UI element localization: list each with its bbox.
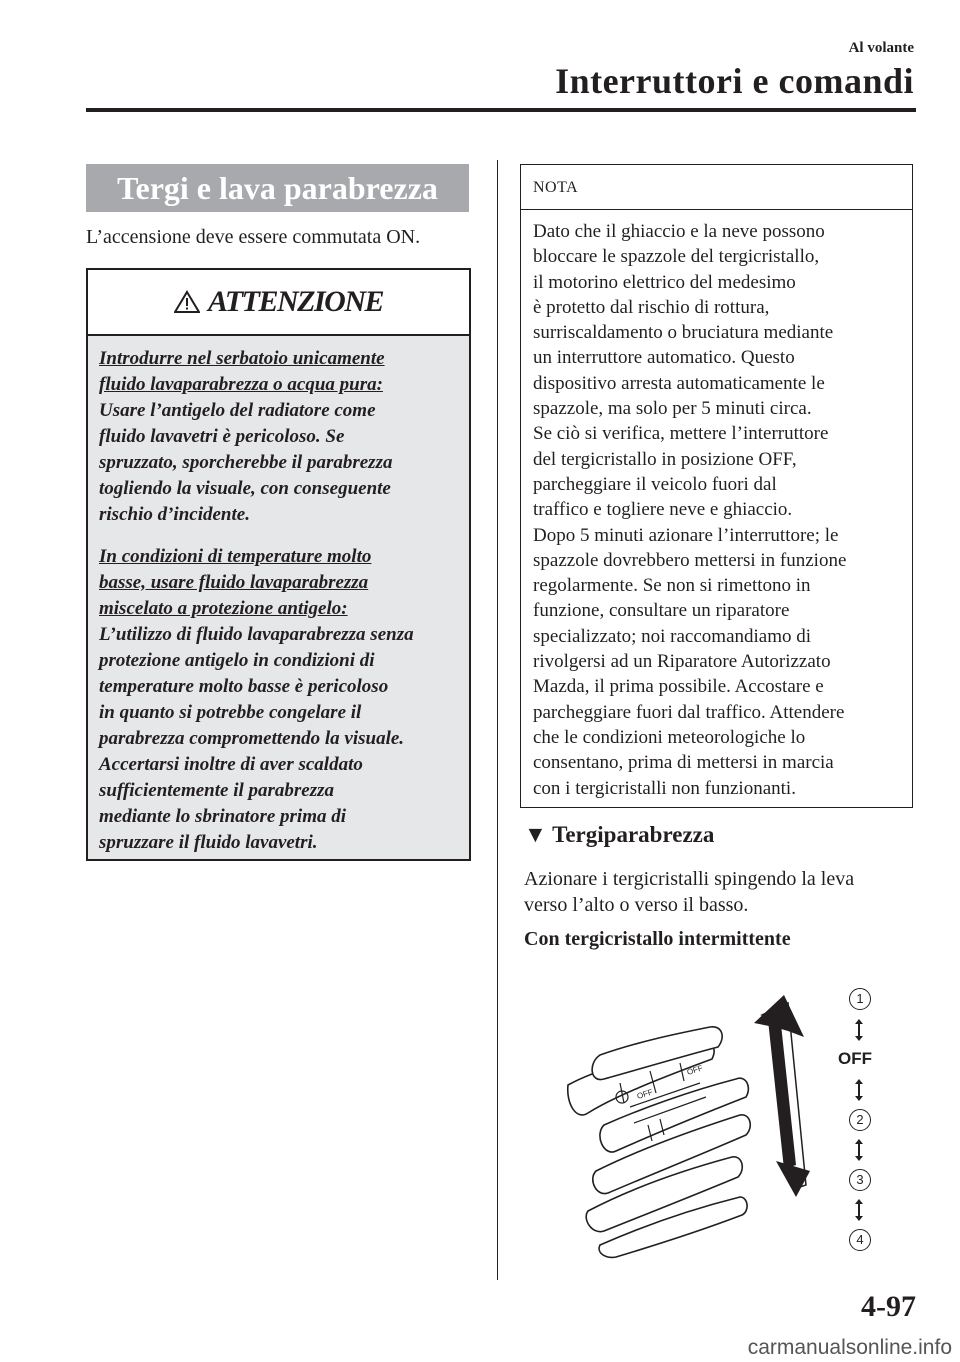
header-rule: [86, 108, 916, 112]
note-label: NOTA: [521, 165, 912, 210]
watermark: carmanualsonline.info: [747, 1336, 952, 1359]
note-line: parcheggiare il veicolo fuori dal: [533, 473, 777, 495]
lever-off-label: OFF: [685, 1063, 704, 1077]
note-line: Dato che il ghiaccio e la neve possono: [533, 221, 825, 242]
note-line: rivolgersi ad un Riparatore Autorizzato: [533, 651, 831, 673]
warning-label: ATTENZIONE: [207, 285, 384, 318]
note-line: un interruttore automatico. Questo: [533, 347, 795, 369]
warning-heading-line: In condizioni di temperature molto: [99, 546, 372, 567]
note-line: Dopo 5 minuti azionare l’interruttore; le: [533, 524, 839, 546]
warning-heading-line: miscelato a protezione antigelo:: [99, 598, 348, 619]
figure-caption: Con tergicristallo intermittente: [524, 928, 791, 950]
subsection-heading: [524, 822, 714, 848]
column-divider: [497, 160, 498, 1280]
warning-box: [86, 268, 471, 861]
page-title: Interruttori e comandi: [555, 61, 914, 101]
note-line: Se ciò si verifica, mettere l’interruttore: [533, 423, 829, 445]
subsection-title: Tergiparabrezza: [552, 822, 715, 847]
chapter-label: Al volante: [848, 40, 914, 56]
warning-line: Accertarsi inoltre di aver scaldato: [99, 754, 363, 775]
note-line: dispositivo arresta automaticamente le: [533, 372, 825, 394]
body-paragraph: [524, 866, 854, 918]
warning-line: spruzzare il fluido lavavetri.: [99, 832, 318, 853]
updown-arrow-icon: [852, 1019, 866, 1041]
warning-heading-line: basse, usare fluido lavaparabrezza: [99, 572, 369, 593]
position-off-label: OFF: [838, 1049, 872, 1068]
warning-line: sufficientemente il parabrezza: [99, 780, 335, 801]
note-line: Mazda, il prima possibile. Accostare e: [533, 676, 824, 698]
position-1-marker: 1: [849, 988, 871, 1010]
warning-line: parabrezza compromettendo la visuale.: [99, 728, 405, 749]
warning-triangle-icon: [174, 290, 200, 314]
note-text: [533, 219, 906, 801]
note-line: bloccare le spazzole del tergicristallo,: [533, 246, 820, 268]
updown-arrow-icon: [852, 1139, 866, 1161]
warning-line: temperature molto basse è pericoloso: [99, 676, 389, 697]
note-box: [520, 164, 913, 808]
note-line: parcheggiare fuori dal traffico. Attendere: [533, 701, 845, 723]
warning-line: L’utilizzo di fluido lavaparabrezza senza: [99, 624, 414, 645]
section-banner: Tergi e lava parabrezza: [86, 164, 469, 212]
position-2-marker: 2: [849, 1109, 871, 1131]
note-line: spazzole, ma solo per 5 minuti circa.: [533, 398, 812, 420]
note-line: traffico e togliere neve e ghiaccio.: [533, 499, 793, 521]
position-4-marker: 4: [849, 1229, 871, 1251]
warning-block-1: [99, 346, 461, 528]
warning-line: protezione antigelo in condizioni di: [99, 650, 375, 671]
warning-line: mediante lo sbrinatore prima di: [99, 806, 347, 827]
warning-heading-line: Introdurre nel serbatoio unicamente: [99, 348, 385, 369]
note-line: il motorino elettrico del medesimo: [533, 271, 796, 293]
warning-header: [88, 270, 469, 336]
warning-line: Usare l’antigelo del radiatore come: [99, 400, 376, 421]
note-line: funzione, consultare un riparatore: [533, 600, 790, 622]
warning-body: [88, 336, 469, 859]
note-line: regolarmente. Se non si rimettono in: [533, 575, 811, 597]
updown-arrow-icon: [852, 1079, 866, 1101]
intro-text: L’accensione deve essere commutata ON.: [86, 226, 421, 248]
wiper-lever-illustration: [560, 975, 920, 1265]
warning-heading-line: fluido lavaparabrezza o acqua pura:: [99, 374, 383, 395]
note-line: con i tergicristalli non funzionanti.: [533, 777, 796, 799]
note-line: è protetto dal rischio di rottura,: [533, 296, 770, 318]
note-line: che le condizioni meteorologiche lo: [533, 726, 806, 748]
warning-line: spruzzato, sporcherebbe il parabrezza: [99, 452, 393, 473]
lever-off-label: OFF: [635, 1087, 654, 1101]
position-3-marker: 3: [849, 1169, 871, 1191]
note-line: del tergicristallo in posizione OFF,: [533, 448, 797, 470]
note-line: surriscaldamento o bruciatura mediante: [533, 322, 834, 344]
page-number: 4-97: [861, 1290, 916, 1323]
warning-line: rischio d’incidente.: [99, 504, 250, 525]
note-line: specializzato; noi raccomandiamo di: [533, 625, 812, 647]
warning-line: togliendo la visuale, con conseguente: [99, 478, 391, 499]
warning-line: in quanto si potrebbe congelare il: [99, 702, 362, 723]
para-line: verso l’alto o verso il basso.: [524, 894, 749, 916]
updown-arrow-icon: [852, 1199, 866, 1221]
triangle-down-icon: ▼: [524, 822, 547, 847]
warning-line: fluido lavavetri è pericoloso. Se: [99, 426, 345, 447]
warning-block-2: [99, 544, 461, 856]
note-line: consentano, prima di mettersi in marcia: [533, 752, 834, 774]
para-line: Azionare i tergicristalli spingendo la leva: [524, 868, 855, 890]
note-line: spazzole dovrebbero mettersi in funzione: [533, 549, 847, 571]
